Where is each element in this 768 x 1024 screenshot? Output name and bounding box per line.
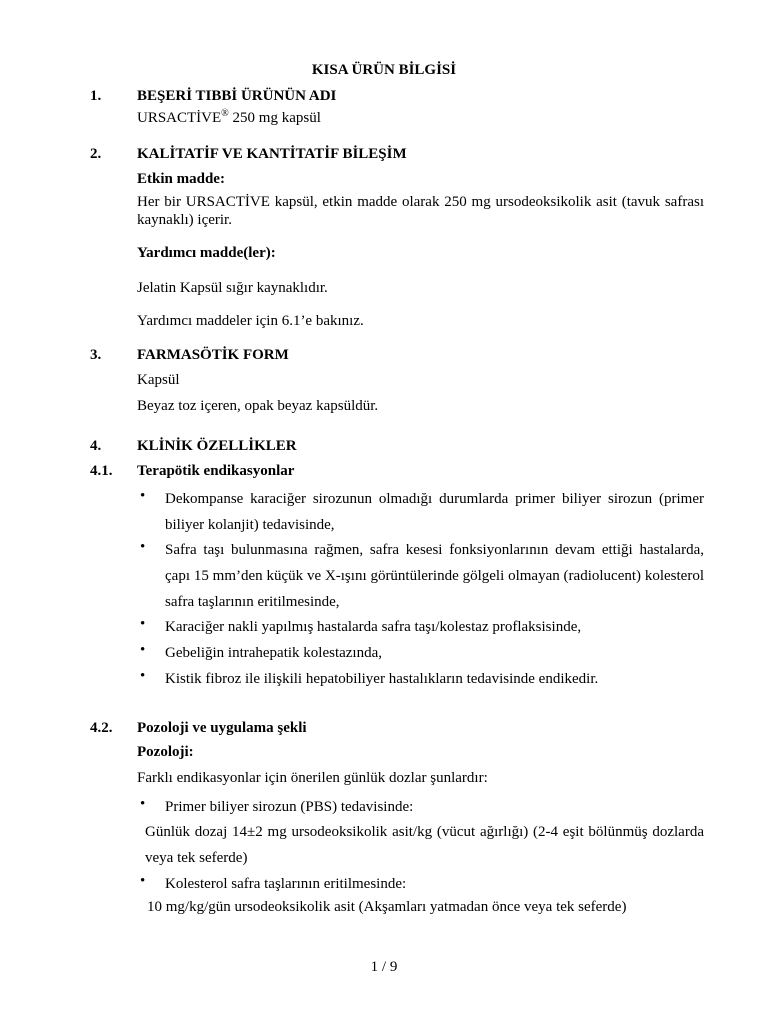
section-1-number: 1.	[90, 88, 102, 104]
section-4-2-number: 4.2.	[90, 720, 113, 736]
bullet-icon: •	[140, 488, 146, 504]
cholesterol-dose-heading: Kolesterol safra taşlarının eritilmesinde:	[165, 876, 407, 892]
page-number: 1 / 9	[370, 959, 398, 975]
excipient-label: Yardımcı madde(ler):	[137, 245, 276, 261]
document-title: KISA ÜRÜN BİLGİSİ	[311, 62, 457, 78]
excipient-text-2: Yardımcı maddeler için 6.1’e bakınız.	[137, 313, 364, 329]
pbs-dose-text: Günlük dozaj 14±2 mg ursodeoksikolik asit/kg (vücut ağırlığı) (2-4 eşit bölünmüş dozlarda veya tek seferde)	[145, 824, 704, 866]
section-4-1-heading: Terapötik endikasyonlar	[137, 463, 295, 479]
indication-item: Gebeliğin intrahepatik kolestazında,	[165, 645, 383, 661]
registered-mark: ®	[221, 108, 229, 119]
active-substance-text: Her bir URSACTİVE kapsül, etkin madde olarak 250 mg ursodeoksikolik asit (tavuk safrası kaynaklı) içerir.	[137, 194, 704, 228]
cholesterol-dose-text: 10 mg/kg/gün ursodeoksikolik asit (Akşamları yatmadan önce veya tek seferde)	[147, 899, 627, 915]
indication-item: Safra taşı bulunmasına rağmen, safra kesesi fonksiyonlarının devam ettiği hastalarda, çapı 15 mm’den küçük ve X-ışını görüntülerinde gölgeli olmayan (radiolucent) kolesterol safra taşlarının eritilmesinde,	[165, 542, 704, 610]
pharmaceutical-form: Kapsül	[137, 372, 180, 388]
indication-item: Karaciğer nakli yapılmış hastalarda safra taşı/kolestaz proflaksisinde,	[165, 619, 582, 635]
pharmaceutical-form-description: Beyaz toz içeren, opak beyaz kapsüldür.	[137, 398, 379, 414]
excipient-text-1: Jelatin Kapsül sığır kaynaklıdır.	[137, 280, 328, 296]
bullet-icon: •	[140, 642, 146, 658]
pbs-dose-heading: Primer biliyer sirozun (PBS) tedavisinde:	[165, 799, 414, 815]
section-2-number: 2.	[90, 146, 102, 162]
indication-item: Kistik fibroz ile ilişkili hepatobiliyer hastalıkların tedavisinde endikedir.	[165, 671, 599, 687]
section-4-2-heading: Pozoloji ve uygulama şekli	[137, 720, 307, 736]
section-4-1-number: 4.1.	[90, 463, 113, 479]
bullet-icon: •	[140, 796, 146, 812]
indication-item: Dekompanse karaciğer sirozunun olmadığı durumlarda primer biliyer sirozun (primer biliyer kolanjit) tedavisinde,	[165, 491, 704, 533]
section-1-heading: BEŞERİ TIBBİ ÜRÜNÜN ADI	[137, 88, 337, 104]
product-name-line	[137, 108, 704, 128]
section-4-number: 4.	[90, 438, 102, 454]
posology-intro: Farklı endikasyonlar için önerilen günlük dozlar şunlardır:	[137, 770, 488, 786]
bullet-icon: •	[140, 616, 146, 632]
posology-label: Pozoloji:	[137, 744, 194, 760]
product-name: URSACTİVE	[137, 110, 222, 126]
product-strength: 250 mg kapsül	[228, 110, 321, 126]
section-4-heading: KLİNİK ÖZELLİKLER	[137, 438, 297, 454]
bullet-icon: •	[140, 873, 146, 889]
bullet-icon: •	[140, 668, 146, 684]
bullet-icon: •	[140, 539, 146, 555]
section-3-number: 3.	[90, 347, 102, 363]
active-substance-label: Etkin madde:	[137, 171, 225, 187]
section-3-heading: FARMASÖTİK FORM	[137, 347, 289, 363]
section-2-heading: KALİTATİF VE KANTİTATİF BİLEŞİM	[137, 146, 407, 162]
